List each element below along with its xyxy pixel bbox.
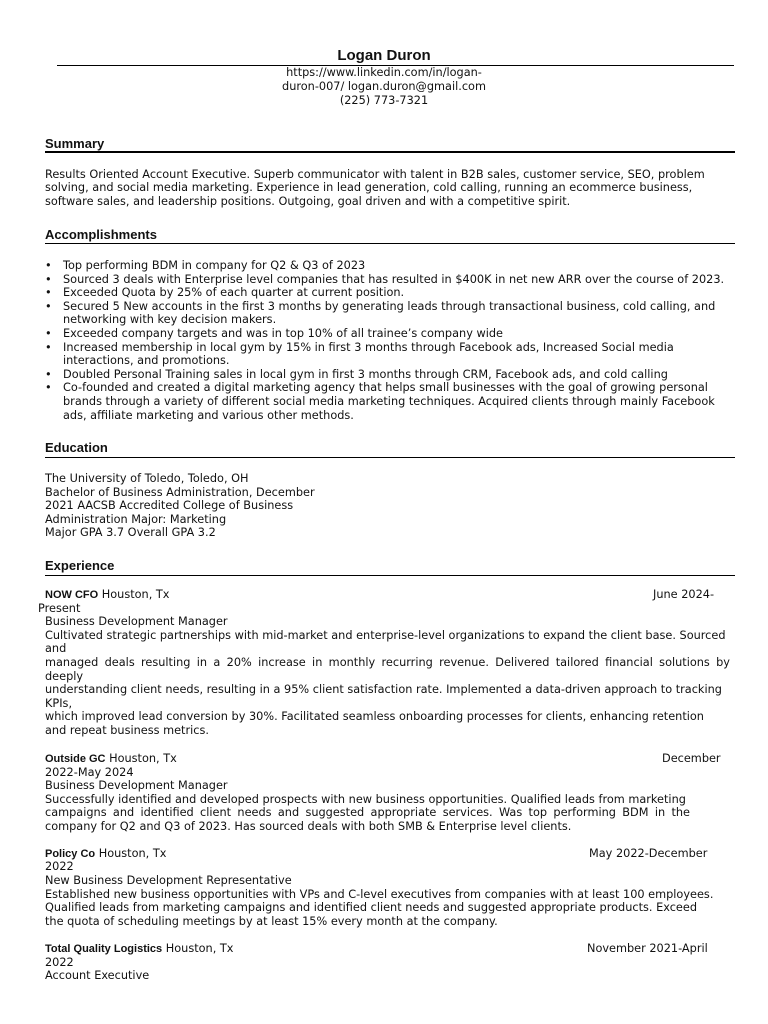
job-description-line: the quota of scheduling meetings by at least 15% every month at the company. (45, 915, 498, 928)
job-heading (45, 588, 169, 603)
job-date-continued: 2022 (45, 860, 74, 873)
job-heading (45, 942, 233, 957)
accomplishment-text: Sourced 3 deals with Enterprise level companies that has resulted in $400K in net new ARR over the course of 2023. (63, 272, 725, 286)
job-description-line: and (45, 642, 67, 655)
accomplishments-divider (45, 243, 735, 244)
job-description-line: KPIs, (45, 697, 73, 710)
accomplishment-text: Co-founded and created a digital marketing agency that helps small businesses with the goal of growing personal (63, 381, 708, 395)
accomplishment-text: interactions, and promotions. (63, 354, 230, 368)
job-date-continued: 2022 (45, 956, 74, 969)
job-location: Houston, Tx (95, 847, 167, 860)
accomplishment-item (45, 327, 735, 341)
contact-linkedin: https://www.linkedin.com/in/logan- (286, 66, 482, 79)
summary-line: solving, and social media marketing. Experience in lead generation, cold calling, running an ecommerce business, (45, 181, 693, 194)
job-date: May 2022-December (589, 847, 708, 860)
job-location: Houston, Tx (162, 942, 234, 955)
job-title: Account Executive (45, 969, 150, 982)
job-description-line: company for Q2 and Q3 of 2023. Has sourced deals with both SMB & Enterprise level clients. (45, 820, 572, 833)
summary-heading: Summary (45, 136, 105, 151)
accomplishment-item (45, 273, 735, 287)
accomplishments-list (45, 259, 735, 422)
accomplishment-text: Increased membership in local gym by 15% in first 3 months through Facebook ads, Increased Social media (63, 340, 674, 354)
job-date: November 2021-April (587, 942, 708, 955)
job-location: Houston, Tx (98, 588, 170, 601)
accomplishment-text: Doubled Personal Training sales in local gym in first 3 months through CRM, Facebook ads, and cold calling (63, 367, 668, 381)
bullet-icon: • (45, 272, 52, 286)
summary-divider (45, 151, 735, 153)
bullet-icon: • (45, 367, 52, 381)
job-description-line: Qualified leads from marketing campaigns and identified client needs and suggested appropriate products. Exceed (45, 901, 697, 914)
job-description-line: which improved lead conversion by 30%. Facilitated seamless onboarding processes for clients, enhancing retention (45, 710, 704, 723)
job-date-continued: Present (38, 602, 81, 615)
job-date: June 2024- (653, 588, 715, 601)
job-heading (45, 752, 177, 767)
job-description-line: and repeat business metrics. (45, 724, 209, 737)
accomplishment-item (45, 341, 735, 368)
job-description-line: Successfully identified and developed prospects with new business opportunities. Qualified leads from marketing (45, 793, 686, 806)
bullet-icon: • (45, 259, 52, 272)
job-description-line: understanding client needs, resulting in a 95% client satisfaction rate. Implemented a data-driven approach to tracking (45, 683, 722, 696)
job-title: Business Development Manager (45, 779, 228, 792)
summary-line: software sales, and leadership positions. Outgoing, goal driven and with a competitive spirit. (45, 195, 571, 208)
job-date: December (662, 752, 721, 765)
experience-heading: Experience (45, 558, 115, 573)
accomplishment-text: networking with key decision makers. (63, 313, 277, 327)
education-line: Administration Major: Marketing (45, 513, 227, 526)
bullet-icon: • (45, 286, 52, 300)
bullet-icon: • (45, 326, 52, 340)
candidate-name: Logan Duron (337, 47, 431, 64)
accomplishment-text: Exceeded Quota by 25% of each quarter at current position. (63, 286, 405, 300)
accomplishment-item (45, 381, 735, 422)
education-divider (45, 457, 735, 458)
job-company: Policy Co (45, 848, 96, 860)
education-line: 2021 AACSB Accredited College of Business (45, 499, 294, 512)
accomplishment-item (45, 259, 735, 273)
summary-line: Results Oriented Account Executive. Superb communicator with talent in B2B sales, customer service, SEO, problem (45, 168, 705, 181)
education-heading: Education (45, 440, 108, 455)
education-line: The University of Toledo, Toledo, OH (45, 472, 249, 485)
job-description-line: deeply (45, 670, 84, 683)
job-location: Houston, Tx (105, 752, 177, 765)
job-description-line: managed deals resulting in a 20% increase in monthly recurring revenue. Delivered tailored financial solutions by (45, 656, 730, 669)
job-company: NOW CFO (45, 589, 99, 601)
job-description-line: campaigns and identified client needs and suggested appropriate services. Was top performing BDM in the (45, 806, 690, 819)
job-title: Business Development Manager (45, 615, 228, 628)
accomplishment-item (45, 300, 735, 327)
job-description-line: Established new business opportunities with VPs and C-level executives from companies with at least 100 employees. (45, 888, 714, 901)
job-date-continued: 2022-May 2024 (45, 766, 134, 779)
accomplishments-heading: Accomplishments (45, 227, 157, 242)
job-company: Total Quality Logistics (45, 943, 163, 955)
bullet-icon: • (45, 340, 52, 354)
job-description-line: Cultivated strategic partnerships with mid-market and enterprise-level organizations to expand the client base. Sourced (45, 629, 726, 642)
bullet-icon: • (45, 381, 52, 395)
accomplishment-item (45, 368, 735, 382)
job-title: New Business Development Representative (45, 874, 292, 887)
contact-phone: (225) 773-7321 (339, 94, 429, 107)
accomplishment-text: ads, affiliate marketing and various other methods. (63, 408, 354, 422)
accomplishment-text: Secured 5 New accounts in the first 3 months by generating leads through transactional business, cold calling, and (63, 299, 716, 313)
accomplishment-text: brands through a variety of different social media marketing techniques. Acquired clients through mainly Facebook (63, 394, 715, 408)
job-company: Outside GC (45, 753, 106, 765)
contact-email: duron-007/ logan.duron@gmail.com (282, 80, 486, 93)
education-line: Major GPA 3.7 Overall GPA 3.2 (45, 526, 216, 539)
experience-divider (45, 575, 735, 576)
education-line: Bachelor of Business Administration, December (45, 486, 315, 499)
bullet-icon: • (45, 299, 52, 313)
accomplishment-item (45, 286, 735, 300)
accomplishment-text: Top performing BDM in company for Q2 & Q3 of 2023 (63, 259, 366, 272)
accomplishment-text: Exceeded company targets and was in top 10% of all trainee’s company wide (63, 326, 503, 340)
